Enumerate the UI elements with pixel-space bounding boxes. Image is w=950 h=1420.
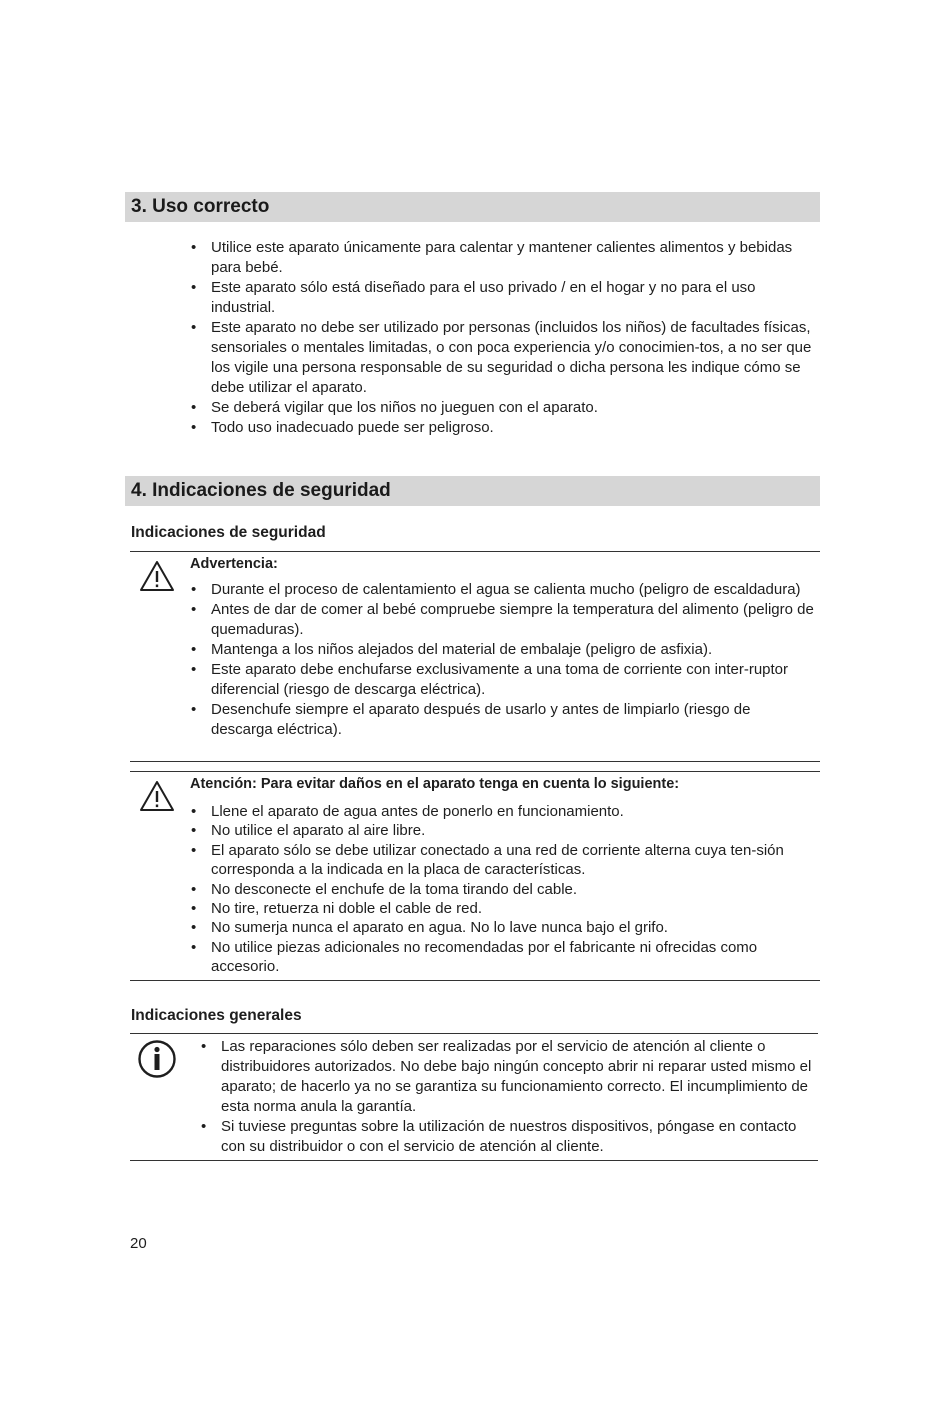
list-item: • El aparato sólo se debe utilizar conectado a una red de corriente alterna cuya ten-sión corresponda a la indicada en la placa de características. bbox=[190, 841, 815, 880]
caution-title: Atención: Para evitar daños en el aparato tenga en cuenta lo siguiente: bbox=[190, 776, 680, 792]
list-item: • Este aparato sólo está diseñado para el uso privado / en el hogar y no para el uso industrial. bbox=[190, 278, 815, 318]
page-number: 20 bbox=[130, 1235, 147, 1252]
list-item: • Este aparato no debe ser utilizado por personas (incluidos los niños) de facultades físicas, sensoriales o mentales limitadas, o con poca experiencia y/o conocimien-tos, a no ser que los vigile una persona responsable de su seguridad o dicha persona les indique cómo se debe utilizar el aparato. bbox=[190, 318, 815, 398]
section-3-heading: 3. Uso correcto bbox=[125, 192, 820, 222]
divider bbox=[130, 761, 820, 762]
caution-list bbox=[190, 802, 815, 977]
list-item: • Si tuviese preguntas sobre la utilización de nuestros dispositivos, póngase en contacto con su distribuidor o con el servicio de atención al cliente. bbox=[200, 1117, 815, 1157]
list-item: • No utilice piezas adicionales no recomendadas por el fabricante ni ofrecidas como accesorio. bbox=[190, 938, 815, 977]
list-item: • Este aparato debe enchufarse exclusivamente a una toma de corriente con inter-ruptor diferencial (riesgo de descarga eléctrica). bbox=[190, 660, 815, 700]
list-item: • Llene el aparato de agua antes de ponerlo en funcionamiento. bbox=[190, 802, 815, 821]
general-list bbox=[200, 1037, 815, 1157]
list-item: • Antes de dar de comer al bebé compruebe siempre la temperatura del alimento (peligro de quemaduras). bbox=[190, 600, 815, 640]
warning-triangle-icon bbox=[139, 780, 175, 812]
list-item: • Las reparaciones sólo deben ser realizadas por el servicio de atención al cliente o distribuidores autorizados. No debe bajo ningún concepto abrir ni reparar usted mismo el aparato; de hacerlo ya no se garantiza su funcionamiento correcto. El incumplimiento de esta norma anula la garantía. bbox=[200, 1037, 815, 1117]
list-item: • Se deberá vigilar que los niños no jueguen con el aparato. bbox=[190, 398, 815, 418]
list-item: • Todo uso inadecuado puede ser peligroso. bbox=[190, 418, 815, 438]
safety-subheading: Indicaciones de seguridad bbox=[131, 524, 326, 541]
list-item: • Utilice este aparato únicamente para calentar y mantener calientes alimentos y bebidas para bebé. bbox=[190, 238, 815, 278]
list-item: • No tire, retuerza ni doble el cable de red. bbox=[190, 899, 815, 918]
divider bbox=[130, 1033, 818, 1034]
divider bbox=[130, 551, 820, 552]
divider bbox=[130, 1160, 818, 1161]
section-3-list bbox=[190, 238, 815, 438]
list-item: • No utilice el aparato al aire libre. bbox=[190, 821, 815, 840]
general-subheading: Indicaciones generales bbox=[131, 1007, 302, 1024]
list-item: • No sumerja nunca el aparato en agua. No lo lave nunca bajo el grifo. bbox=[190, 918, 815, 937]
list-item: • No desconecte el enchufe de la toma tirando del cable. bbox=[190, 880, 815, 899]
warning-triangle-icon bbox=[139, 560, 175, 592]
warning-list bbox=[190, 580, 815, 740]
warning-title: Advertencia: bbox=[190, 556, 278, 572]
info-icon bbox=[137, 1039, 177, 1079]
list-item: • Durante el proceso de calentamiento el agua se calienta mucho (peligro de escaldadura) bbox=[190, 580, 815, 600]
list-item: • Desenchufe siempre el aparato después de usarlo y antes de limpiarlo (riesgo de descarga eléctrica). bbox=[190, 700, 815, 740]
divider bbox=[130, 980, 820, 981]
section-4-heading: 4. Indicaciones de seguridad bbox=[125, 476, 820, 506]
list-item: • Mantenga a los niños alejados del material de embalaje (peligro de asfixia). bbox=[190, 640, 815, 660]
divider bbox=[130, 771, 820, 772]
